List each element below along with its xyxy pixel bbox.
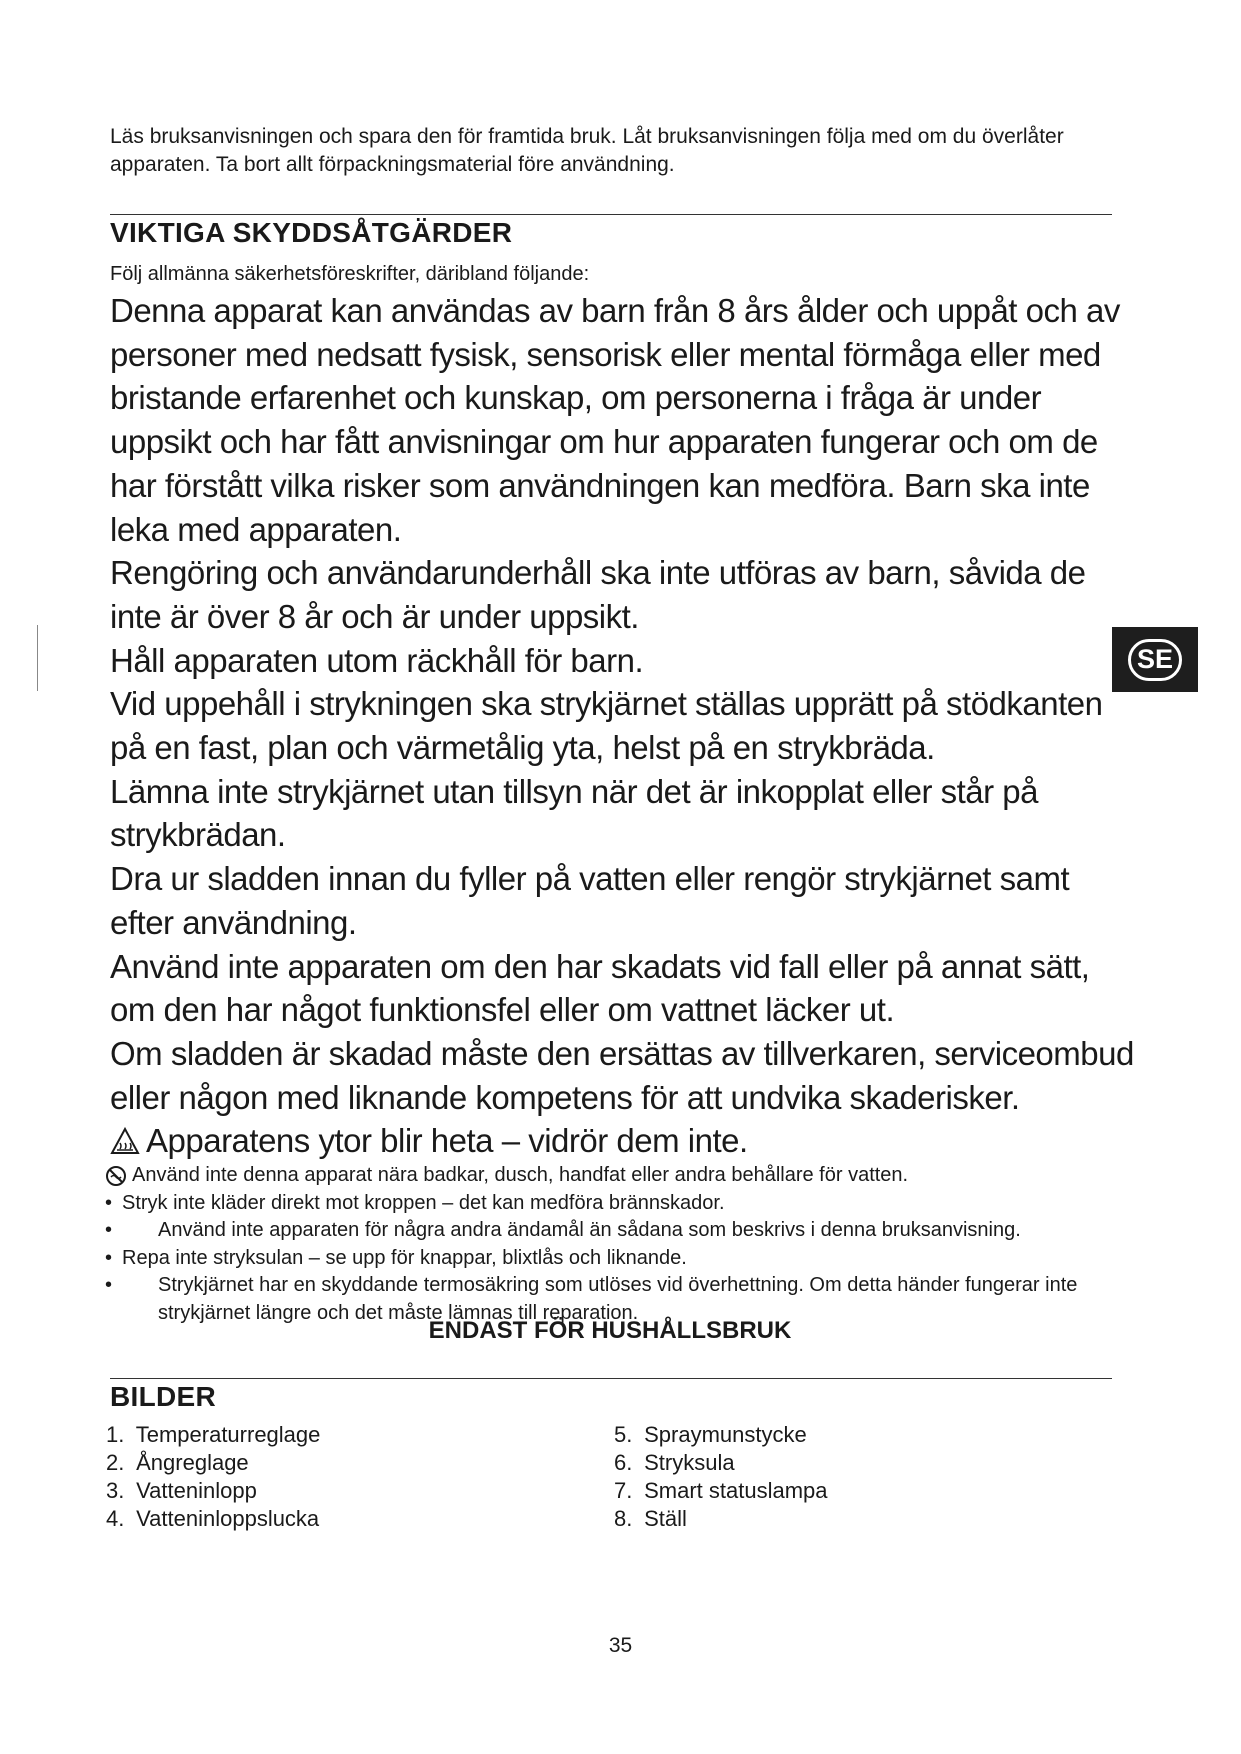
safety-paragraph: Dra ur sladden innan du fyller på vatten eller rengör strykjärnet samt efter användning. [110, 860, 1070, 941]
divider [110, 214, 1112, 215]
hot-surface-warning: Apparatens ytor blir heta – vidrör dem inte. [110, 1119, 1140, 1163]
intro-text: Läs bruksanvisningen och spara den för framtida bruk. Låt bruksanvisningen följa med om du överlåter apparaten. Ta bort allt förpackningsmaterial före användning. [110, 125, 1064, 176]
margin-mark [37, 625, 38, 691]
list-item: 3. Vatteninlopp [106, 1478, 257, 1503]
list-item: • Repa inte stryksulan – se upp för knappar, blixtlås och liknande. [105, 1246, 687, 1269]
safety-paragraphs [110, 289, 1140, 1163]
list-item: Använd inte denna apparat nära badkar, dusch, handfat eller andra behållare för vatten. [105, 1162, 1125, 1190]
no-water-icon [105, 1165, 127, 1187]
safety-subtitle: Följ allmänna säkerhetsföreskrifter, däribland följande: [110, 263, 590, 285]
safety-paragraph: Använd inte apparaten om den har skadats vid fall eller på annat sätt, om den har något funktionsfel eller om vattnet läcker ut. [110, 947, 1090, 1029]
list-item: 2. Ångreglage [106, 1450, 249, 1475]
list-item: • Strykjärnet har en skyddande termosäkring som utlöses vid överhettning. Om detta händer fungerar inte strykjärnet längre och det måste lämnas till reparation. [105, 1274, 1078, 1324]
safety-paragraph: Vid uppehåll i strykningen ska strykjärnet ställas upprätt på stödkanten på en fast, plan och värmetålig yta, helst på en strykbräda. [110, 685, 1103, 767]
list-item: 6. Stryksula [614, 1450, 735, 1475]
parts-list-left [106, 1421, 320, 1533]
list-item: 1. Temperaturreglage [106, 1422, 321, 1447]
safety-paragraph: Håll apparaten utom räckhåll för barn. [110, 641, 644, 679]
safety-paragraph: Om sladden är skadad måste den ersättas av tillverkaren, serviceombud eller någon med liknande kompetens för att undvika skaderisker. [110, 1034, 1134, 1116]
list-item: • Använd inte apparaten för några andra ändamål än sådana som beskrivs i denna bruksanvisning. [105, 1219, 1021, 1241]
safety-paragraph: Lämna inte strykjärnet utan tillsyn när det är inkopplat eller står på strykbrädan. [110, 772, 1038, 854]
safety-list [105, 1162, 1125, 1327]
household-only-heading: ENDAST FÖR HUSHÅLLSBRUK [428, 1317, 792, 1344]
list-item: 5. Spraymunstycke [614, 1422, 807, 1447]
safety-title: VIKTIGA SKYDDSÅTGÄRDER [110, 217, 513, 248]
list-item: • Stryk inte kläder direkt mot kroppen – det kan medföra brännskador. [105, 1191, 725, 1214]
pictures-title: BILDER [110, 1381, 217, 1412]
list-item: 7. Smart statuslampa [614, 1478, 828, 1503]
page-number: 35 [608, 1634, 633, 1657]
parts-list-right [614, 1421, 828, 1533]
safety-paragraph: Denna apparat kan användas av barn från 8 års ålder och uppåt och av personer med nedsatt fysisk, sensorisk eller mental förmåga eller med bristande erfarenhet och kunskap, om personerna i fråga är under uppsikt och har fått anvisningar om hur apparaten fungerar och om de har förstått vilka risker som användningen kan medföra. Barn ska inte leka med apparaten. [110, 292, 1120, 548]
safety-paragraph: Rengöring och användarunderhåll ska inte utföras av barn, såvida de inte är över 8 år och är under uppsikt. [110, 554, 1086, 635]
list-item: 8. Ställ [614, 1506, 687, 1531]
language-code: SE [1128, 639, 1182, 681]
list-item: 4. Vatteninloppslucka [106, 1506, 320, 1531]
hot-surface-warning-icon [110, 1127, 140, 1155]
language-badge [1112, 627, 1198, 692]
divider [110, 1378, 1112, 1379]
